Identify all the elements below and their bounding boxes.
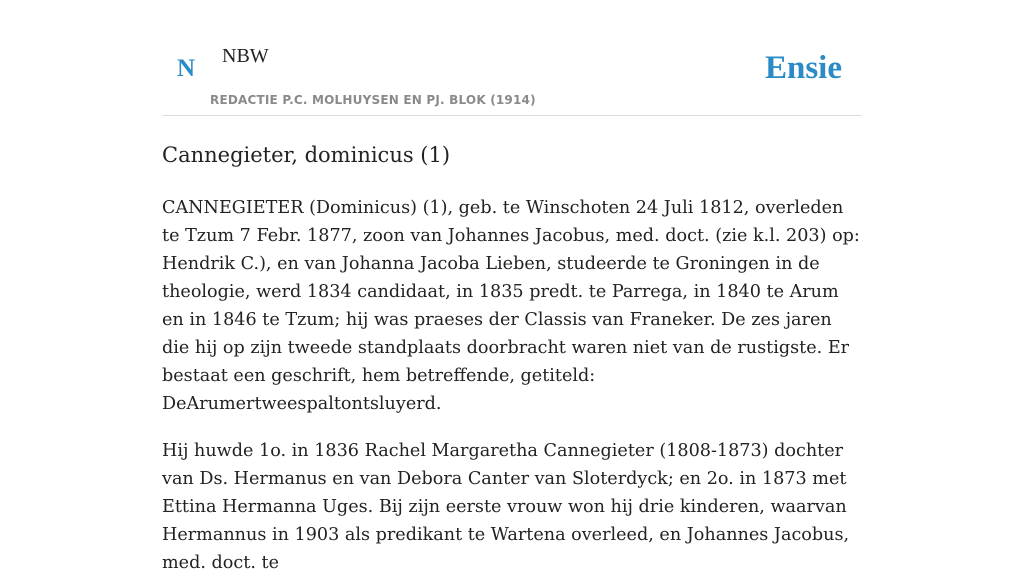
- page: [162, 0, 862, 577]
- source-header: [162, 0, 862, 116]
- entry-paragraph: CANNEGIETER (Dominicus) (1), geb. te Winschoten 24 Juli 1812, overleden te Tzum 7 Febr. 1877, zoon van Johannes Jacobus, med. doct. (zie k.l. 203) op: Hendrik C.), en van Johanna Jacoba Lieben, studeerde te Groningen in de theologie, werd 1834 candidaat, in 1835 predt. te Parrega, in 1840 te Arum en in 1846 te Tzum; hij was praeses der Classis van Franeker. De zes jaren die hij op zijn tweede standplaats doorbracht waren niet van de rustigste. Er bestaat een geschrift, hem betreffende, getiteld: DeArumertweespaltontsluyerd.: [162, 198, 860, 415]
- entry-title: Cannegieter, dominicus (1): [162, 143, 451, 167]
- source-logo[interactable]: N: [177, 55, 196, 82]
- entry-paragraph: Hij huwde 1o. in 1836 Rachel Margaretha Cannegieter (1808-1873) dochter van Ds. Hermanus en van Debora Canter van Sloterdyck; en 2o. in 1873 met Ettina Hermanna Uges. Bij zijn eerste vrouw won hij drie kinderen, waarvan Hermannus in 1903 als predikant te Wartena overleed, en Johannes Jacobus, med. doct. te: [162, 441, 850, 574]
- source-subtitle: REDACTIE P.C. MOLHUYSEN EN PJ. BLOK (1914): [210, 93, 536, 107]
- source-title[interactable]: NBW: [222, 45, 269, 67]
- ensie-logo-link[interactable]: Ensie: [764, 50, 842, 86]
